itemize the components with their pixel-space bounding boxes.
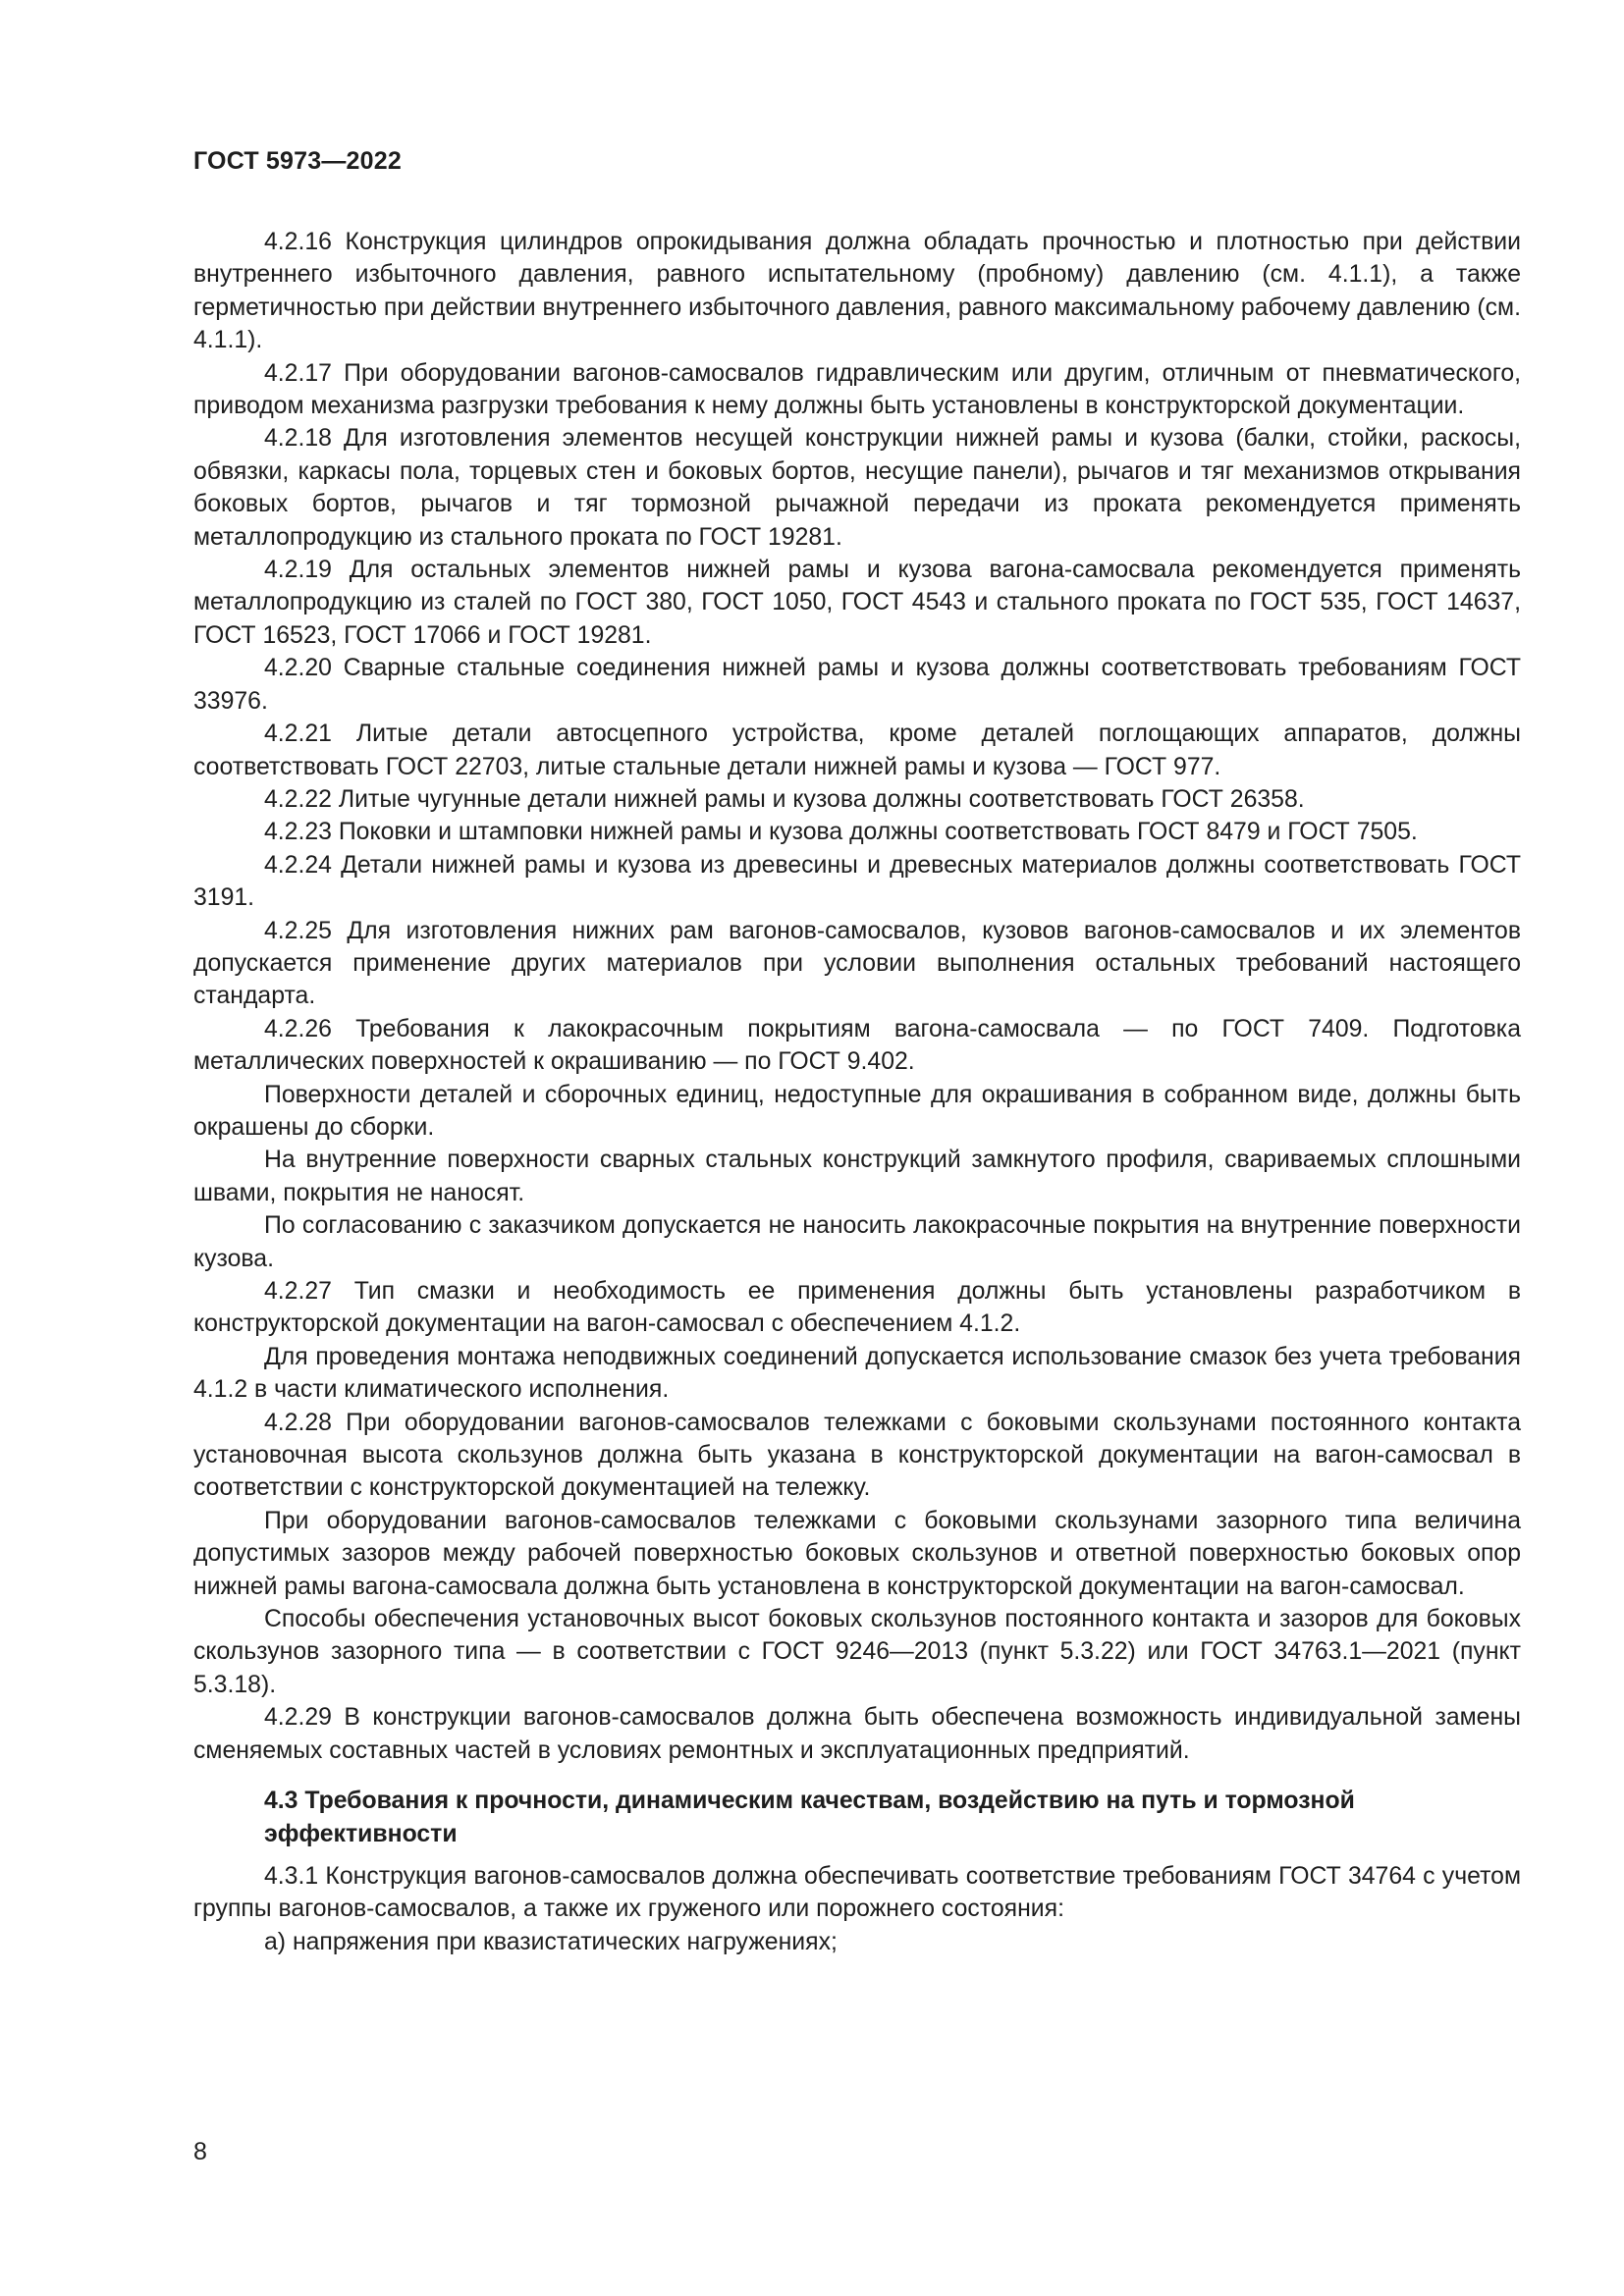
- paragraph: 4.2.27 Тип смазки и необходимость ее применения должны быть установлены разработчиком в конструкторской документации на вагон-самосвал с обеспечением 4.1.2.: [193, 1278, 1521, 1338]
- paragraphs-after-section: [193, 1860, 1521, 1958]
- paragraph: 4.2.23 Поковки и штамповки нижней рамы и кузова должны соответствовать ГОСТ 8479 и ГОСТ 7505.: [264, 819, 1418, 846]
- paragraph: 4.2.17 При оборудовании вагонов-самосвалов гидравлическим или другим, отличным от пневматического, приводом механизма разгрузки требования к нему должны быть установлены в конструкторской документации.: [193, 359, 1521, 420]
- paragraph: 4.2.26 Требования к лакокрасочным покрытиям вагона-самосвала — по ГОСТ 7409. Подготовка металлических поверхностей к окрашиванию — по ГОСТ 9.402.: [193, 1015, 1521, 1076]
- page-number: 8: [193, 2138, 207, 2165]
- paragraph: а) напряжения при квазистатических нагружениях;: [264, 1928, 838, 1955]
- paragraph: Способы обеспечения установочных высот боковых скользунов постоянного контакта и зазоров для боковых скользунов зазорного типа — в соответствии с ГОСТ 9246—2013 (пункт 5.3.22) или ГОСТ 34763.1—2021 (пункт 5.3.18).: [193, 1606, 1521, 1698]
- paragraph: 4.2.25 Для изготовления нижних рам вагонов-самосвалов, кузовов вагонов-самосвалов и их элементов допускается применение других материалов при условии выполнения остальных требований настоящего стандарта.: [193, 917, 1521, 1010]
- paragraph: Для проведения монтажа неподвижных соединений допускается использование смазок без учета требования 4.1.2 в части климатического исполнения.: [193, 1343, 1521, 1404]
- paragraph: 4.2.20 Сварные стальные соединения нижней рамы и кузова должны соответствовать требованиям ГОСТ 33976.: [193, 655, 1521, 715]
- paragraph: 4.2.24 Детали нижней рамы и кузова из древесины и древесных материалов должны соответствовать ГОСТ 3191.: [193, 851, 1521, 912]
- paragraph: 4.2.29 В конструкции вагонов-самосвалов должна быть обеспечена возможность индивидуальной замены сменяемых составных частей в условиях ремонтных и эксплуатационных предприятий.: [193, 1704, 1521, 1764]
- document-header: ГОСТ 5973—2022: [193, 147, 402, 175]
- paragraph: 4.2.22 Литые чугунные детали нижней рамы и кузова должны соответствовать ГОСТ 26358.: [264, 785, 1305, 813]
- paragraph: 4.3.1 Конструкция вагонов-самосвалов должна обеспечивать соответствие требованиям ГОСТ 34764 с учетом группы вагонов-самосвалов, а также их груженого или порожнего состояния:: [193, 1862, 1521, 1923]
- paragraph: На внутренние поверхности сварных стальных конструкций замкнутого профиля, свариваемых сплошными швами, покрытия не наносят.: [193, 1147, 1521, 1206]
- paragraph: 4.2.21 Литые детали автосцепного устройства, кроме деталей поглощающих аппаратов, должны соответствовать ГОСТ 22703, литые стальные детали нижней рамы и кузова — ГОСТ 977.: [193, 721, 1521, 780]
- paragraph: 4.2.19 Для остальных элементов нижней рамы и кузова вагона-самосвала рекомендуется применять металлопродукцию из сталей по ГОСТ 380, ГОСТ 1050, ГОСТ 4543 и стального проката по ГОСТ 535, ГОСТ 14637, ГОСТ 16523, ГОСТ 17066 и ГОСТ 19281.: [193, 557, 1521, 649]
- paragraphs-before-section: [193, 226, 1521, 1767]
- paragraph: При оборудовании вагонов-самосвалов тележками с боковыми скользунами зазорного типа величина допустимых зазоров между рабочей поверхностью боковых скользунов и ответной поверхностью боковых опор нижней рамы вагона-самосвала должна быть установлена в конструкторской документации на вагон-самосвал.: [193, 1507, 1521, 1600]
- paragraph: 4.2.16 Конструкция цилиндров опрокидывания должна обладать прочностью и плотностью при действии внутреннего избыточного давления, равного испытательному (пробному) давлению (см. 4.1.1), а также герметичностью при действии внутреннего избыточного давления, равного максимальному рабочему давлению (см. 4.1.1).: [193, 229, 1521, 354]
- paragraph: По согласованию с заказчиком допускается не наносить лакокрасочные покрытия на внутренние поверхности кузова.: [193, 1212, 1521, 1272]
- paragraph: Поверхности деталей и сборочных единиц, недоступные для окрашивания в собранном виде, должны быть окрашены до сборки.: [193, 1081, 1521, 1141]
- paragraph: 4.2.18 Для изготовления элементов несущей конструкции нижней рамы и кузова (балки, стойки, раскосы, обвязки, каркасы пола, торцевых стен и боковых бортов, несущие панели), рычагов и тяг механизмов открывания боковых бортов, рычагов и тяг тормозной рычажной передачи из проката рекомендуется применять металлопродукцию из стального проката по ГОСТ 19281.: [193, 425, 1521, 551]
- section-heading: 4.3 Требования к прочности, динамическим качествам, воздействию на путь и тормозной эффективности: [264, 1788, 1355, 1847]
- paragraph: 4.2.28 При оборудовании вагонов-самосвалов тележками с боковыми скользунами постоянного контакта установочная высота скользунов должна быть указана в конструкторской документации на вагон-самосвал в соответствии с конструкторской документацией на тележку.: [193, 1409, 1521, 1502]
- document-body: [193, 226, 1521, 1958]
